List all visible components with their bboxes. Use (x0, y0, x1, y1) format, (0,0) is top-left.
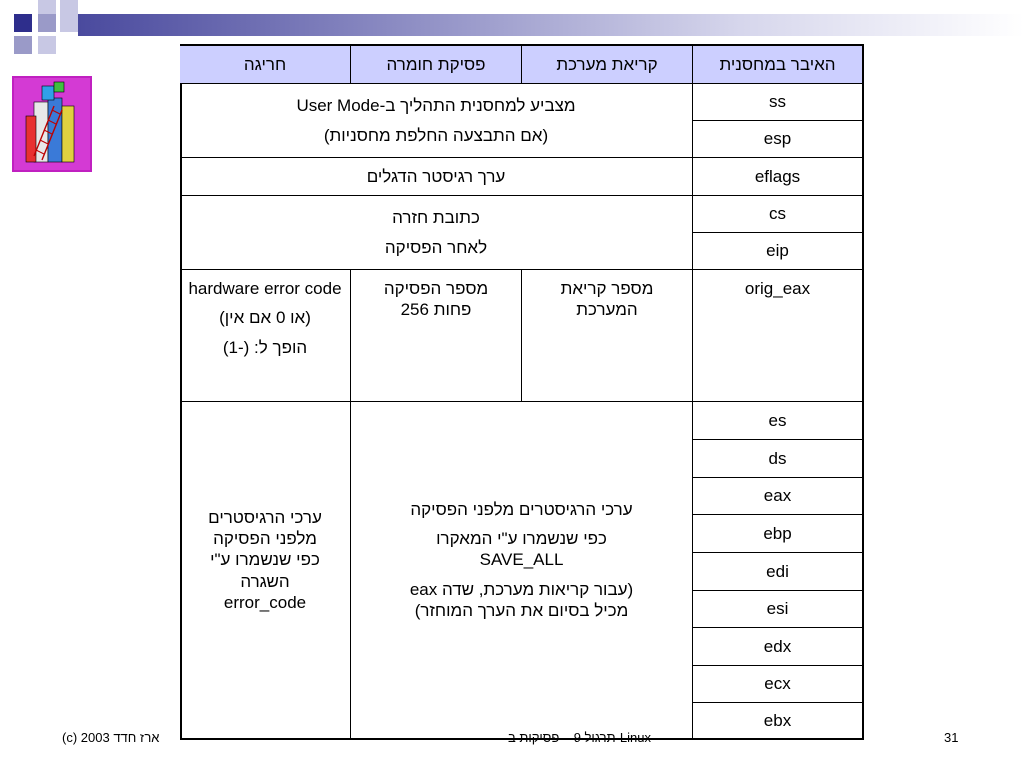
reg-ecx: ecx (692, 666, 862, 703)
saved-regs-exc-line4: השגרה (240, 571, 290, 591)
orig-eax-syscall-line2: המערכת (576, 300, 638, 320)
reg-ss: ss (692, 84, 862, 121)
saved-regs-line2: כפי שנשמרו ע"י המאקרו (436, 529, 607, 549)
header-exception: חריגה (180, 46, 350, 84)
saved-regs-line1: ערכי הרגיסטרים מלפני הפסיקה (410, 499, 633, 519)
reg-edi: edi (692, 553, 862, 591)
deco-square-7 (60, 14, 78, 32)
reg-eip: eip (692, 233, 862, 270)
orig-eax-syscall (521, 270, 692, 402)
footer-title: תרגול 9 – פסיקות ב-Linux (508, 730, 652, 745)
orig-eax-exc-line2: (או 0 אם אין) (219, 308, 311, 328)
footer-author: (c) ארז חדד 2003 (62, 730, 160, 745)
reg-orig-eax: orig_eax (692, 270, 862, 402)
title-gradient-bar (78, 14, 1024, 36)
ss-esp-desc-line2: (אם התבצעה החלפת מחסניות) (323, 125, 549, 145)
saved-regs-line3: SAVE_ALL (479, 550, 564, 570)
saved-regs-exc-line3: כפי שנשמרו ע"י (210, 550, 320, 570)
header-hw-interrupt: פסיקת חומרה (350, 46, 521, 84)
orig-eax-syscall-line1: מספר קריאת (560, 279, 654, 298)
cs-eip-desc-line2: לאחר הפסיקה (384, 237, 488, 257)
deco-square-5 (14, 36, 32, 54)
reg-cs: cs (692, 196, 862, 233)
saved-regs-line4: (עבור קריאות מערכת, שדה eax (409, 579, 634, 599)
deco-square-1 (14, 14, 32, 32)
saved-regs-exc-line1: ערכי הרגיסטרים (208, 507, 322, 527)
cs-eip-description (180, 196, 692, 270)
orig-eax-exc-line3: הופך ל: (-1) (222, 337, 308, 357)
reg-esi: esi (692, 591, 862, 628)
saved-regs-line5: מכיל בסיום את הערך המוחזר) (414, 600, 629, 620)
ss-esp-description (180, 84, 692, 158)
footer-page-number: 31 (944, 730, 959, 745)
orig-eax-hw-line2: פחות 256 (400, 300, 472, 320)
reg-esp: esp (692, 121, 862, 158)
reg-ds: ds (692, 440, 862, 478)
reg-ebp: ebp (692, 515, 862, 553)
reg-edx: edx (692, 628, 862, 666)
saved-regs-exception (180, 402, 350, 738)
deco-square-6 (38, 36, 56, 54)
orig-eax-exc-line1: hardware error code (188, 279, 342, 298)
deco-square-3 (38, 14, 56, 32)
interrupt-stack-table (180, 44, 864, 740)
saved-regs-exc-line2: מלפני הפסיקה (213, 529, 317, 549)
reg-eflags: eflags (692, 158, 862, 196)
saved-regs-exc-line5: error_code (223, 592, 307, 612)
orig-eax-hw-interrupt (350, 270, 521, 402)
deco-square-2 (38, 0, 56, 14)
reg-ebx: ebx (692, 703, 862, 738)
header-stack-member: האיבר במחסנית (692, 46, 862, 84)
ss-esp-desc-line1: מצביע למחסנית התהליך ב-User Mode (296, 96, 576, 116)
reg-eax: eax (692, 478, 862, 515)
header-syscall: קריאת מערכת (521, 46, 692, 84)
cs-eip-desc-line1: כתובת חזרה (392, 208, 480, 228)
deco-square-4 (60, 0, 78, 14)
orig-eax-exception (180, 270, 350, 402)
stacked-blocks-clipart-icon (12, 76, 92, 172)
eflags-description: ערך רגיסטר הדגלים (180, 158, 692, 196)
reg-es: es (692, 402, 862, 440)
orig-eax-hw-line1: מספר הפסיקה (383, 279, 489, 298)
saved-regs-syscall-hw (350, 402, 692, 738)
